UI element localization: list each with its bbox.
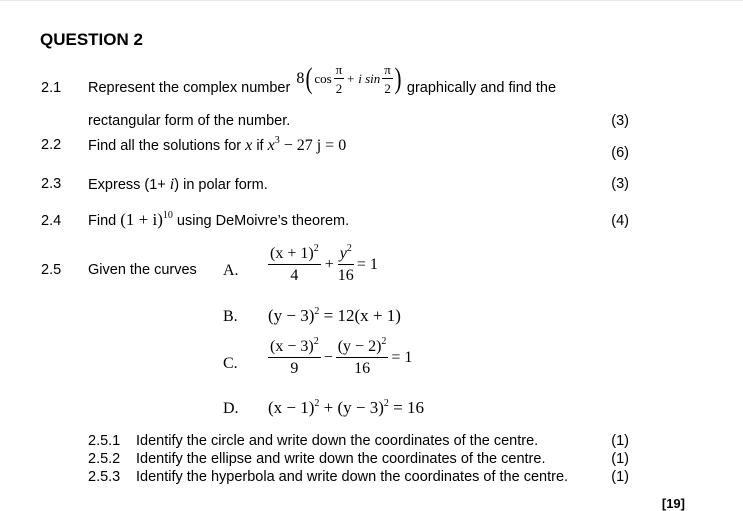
q2-2-line [88, 137, 346, 155]
curve-c-frac1 [268, 336, 321, 377]
curve-c-op: − [323, 349, 333, 366]
sub-2-5-3-number: 2.5.3 [88, 469, 121, 485]
curve-b-label: B. [223, 308, 238, 325]
curve-a-frac1 [268, 243, 321, 284]
sub-2-5-3-marks: (1) [611, 469, 629, 485]
curve-a-equation [268, 243, 378, 284]
curve-c-frac1-den: 9 [290, 360, 299, 377]
q2-4-line [88, 210, 349, 230]
curve-d-label: D. [223, 400, 239, 417]
q2-3-text-a: Express (1+ [88, 177, 170, 193]
q2-2-if: if [256, 138, 264, 154]
q2-3-marks: (3) [611, 176, 629, 192]
curve-c-n2: (y − 2) [337, 338, 382, 355]
curve-b-exp: 2 [314, 306, 320, 317]
curve-a-n1: (x + 1) [270, 245, 314, 262]
sub-2-5-1-text: Identify the circle and write down the coordinates of the centre. [136, 433, 539, 449]
question-title: QUESTION 2 [40, 30, 143, 49]
q2-1-marks: (3) [611, 113, 629, 129]
q2-3-text-b: ) in polar form. [174, 177, 268, 193]
curve-a-rhs: = 1 [356, 256, 378, 273]
q2-4-base: (1 + i) [120, 210, 163, 229]
curve-d-t1: (x − 1) [268, 398, 315, 417]
curve-a-frac1-den: 4 [290, 267, 299, 284]
q2-1-frac1 [334, 63, 345, 95]
q2-3-i: i [169, 176, 175, 193]
curve-c-n1: (x − 3) [270, 338, 314, 355]
q2-1-cos: cos [314, 71, 332, 86]
q2-1-coef: 8 [296, 70, 305, 87]
q2-1-frac1-num: π [335, 62, 343, 77]
top-rule [0, 0, 743, 1]
q2-2-number: 2.2 [41, 137, 62, 153]
q2-3-line [88, 176, 268, 194]
curve-d-equation [268, 398, 424, 418]
q2-4-expr [120, 210, 173, 229]
curve-c-n2-exp: 2 [381, 336, 387, 347]
q2-1-text-after: graphically and find the [406, 80, 557, 96]
curve-a-n2-exp: 2 [346, 243, 352, 254]
curve-b-lhs: (y − 3) [268, 306, 315, 325]
q2-2-eq-base: x [267, 137, 275, 154]
q2-4-marks: (4) [611, 213, 629, 229]
curve-a-frac2 [337, 243, 354, 284]
q2-2-var: x [245, 137, 253, 154]
curve-c-n1-exp: 2 [313, 336, 319, 347]
sub-2-5-2-marks: (1) [611, 451, 629, 467]
curve-c-frac2-den: 16 [354, 360, 371, 377]
q2-1-frac2 [382, 63, 393, 95]
q2-1-left-paren: ( [305, 62, 313, 95]
curve-a-op: + [324, 256, 334, 273]
q2-1-right-paren: ) [394, 62, 402, 95]
curve-c-rhs: = 1 [391, 349, 413, 366]
curve-a-label: A. [223, 262, 239, 279]
curve-a-frac2-den: 16 [337, 267, 354, 284]
q2-1-line2: rectangular form of the number. [88, 113, 291, 129]
curve-c-frac2-num [336, 336, 389, 358]
sub-2-5-1-number: 2.5.1 [88, 433, 121, 449]
curve-c-label: C. [223, 355, 238, 372]
curve-d-mid: + (y − 3) [319, 398, 384, 417]
curve-d-exp1: 2 [314, 398, 320, 409]
sub-2-5-2-text: Identify the ellipse and write down the coordinates of the centre. [136, 451, 546, 467]
curve-c-frac1-num [268, 336, 321, 358]
q2-1-number: 2.1 [41, 80, 62, 96]
q2-5-number: 2.5 [41, 262, 62, 278]
q2-1-frac2-num: π [384, 62, 391, 77]
q2-1-expression [296, 62, 403, 96]
q2-1-frac2-den: 2 [384, 81, 391, 96]
q2-1-frac1-den: 2 [335, 81, 343, 96]
q2-5-text: Given the curves [88, 262, 197, 278]
q2-4-text-b: using DeMoivre’s theorem. [176, 213, 350, 229]
curve-b-rhs: = 12(x + 1) [319, 306, 401, 325]
q2-3-number: 2.3 [41, 176, 62, 192]
q2-2-equation [268, 137, 347, 154]
q2-4-text-a: Find [88, 213, 117, 229]
q2-2-marks: (6) [611, 145, 629, 161]
curve-b-equation [268, 306, 401, 326]
total-marks: [19] [661, 496, 685, 511]
sub-2-5-1-marks: (1) [611, 433, 629, 449]
curve-d-rhs: = 16 [388, 398, 425, 417]
q2-2-text: Find all the solutions for [88, 138, 242, 154]
curve-a-n2: y [339, 245, 347, 262]
q2-1-text-before: Represent the complex number [88, 80, 291, 96]
curve-d-exp2: 2 [383, 398, 389, 409]
curve-a-frac2-num [338, 243, 354, 265]
curve-a-frac1-num [268, 243, 321, 265]
curve-a-n1-exp: 2 [313, 243, 319, 254]
curve-c-frac2 [336, 336, 389, 377]
sub-2-5-2-number: 2.5.2 [88, 451, 121, 467]
q2-2-eq-rest: − 27 j = 0 [279, 137, 347, 154]
q2-2-eq-exp: 3 [274, 135, 280, 146]
q2-4-number: 2.4 [41, 213, 62, 229]
sub-2-5-3-text: Identify the hyperbola and write down the coordinates of the centre. [136, 469, 569, 485]
q2-1-line1 [88, 62, 557, 96]
q2-1-plus-i-sin: + i sin [346, 71, 381, 86]
curve-c-equation [268, 336, 413, 377]
q2-4-exp: 10 [162, 210, 173, 221]
